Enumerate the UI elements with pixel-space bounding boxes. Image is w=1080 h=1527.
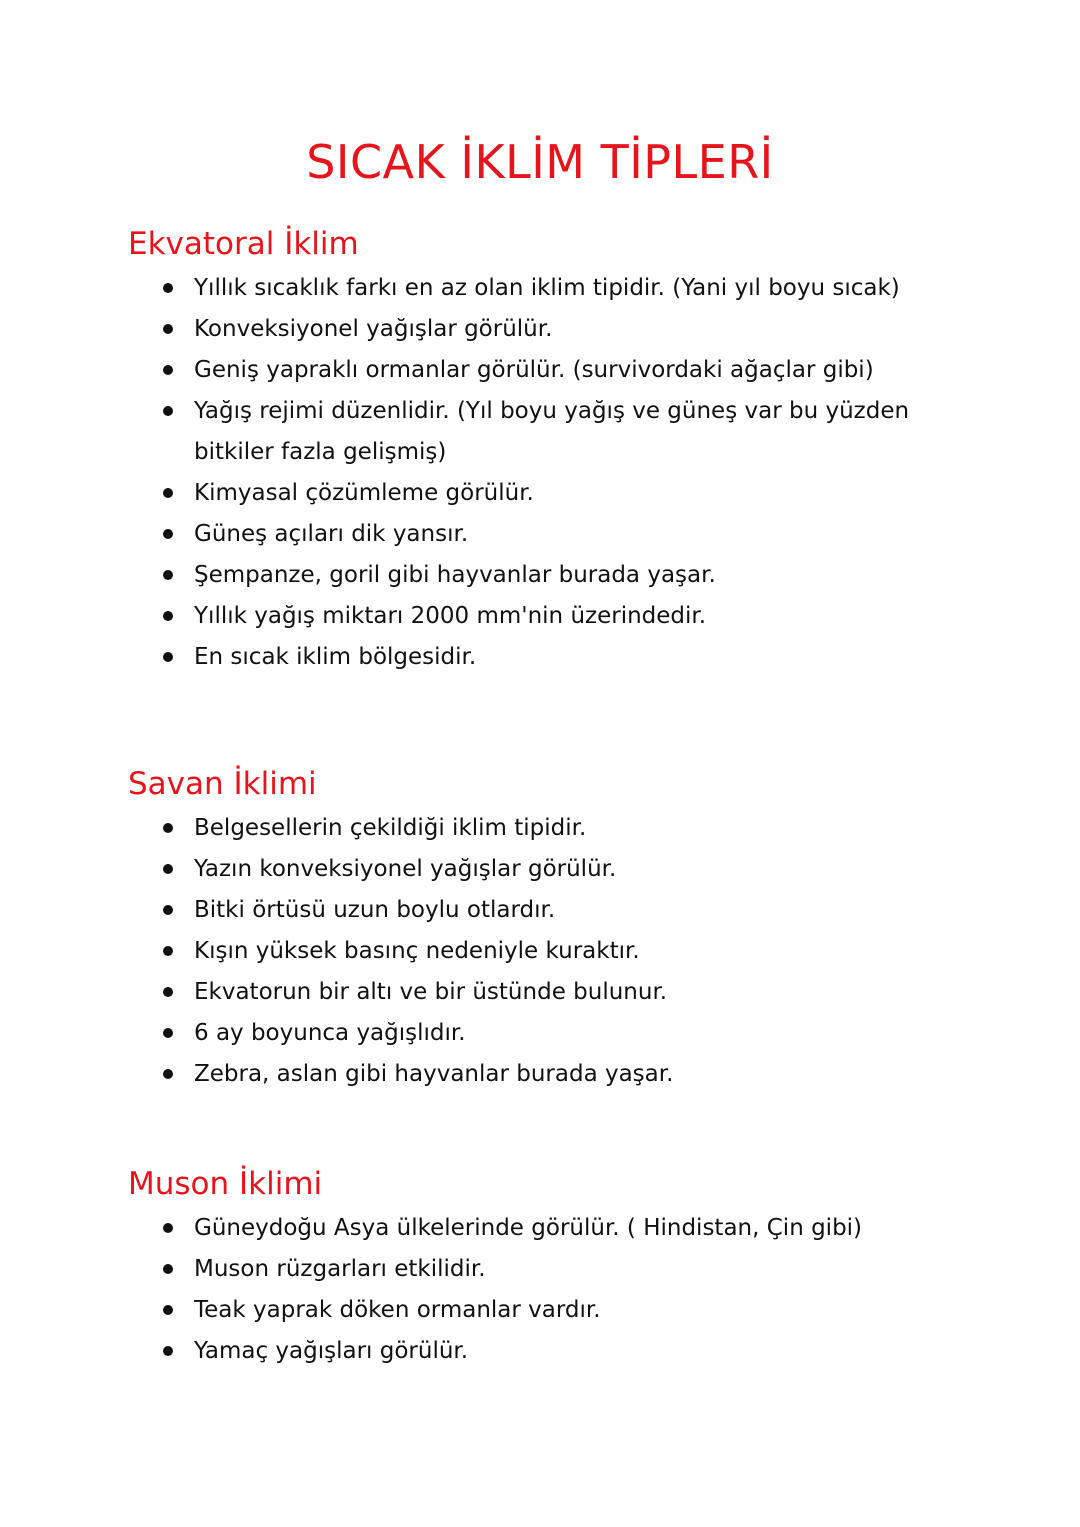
list-item-text: Güneş açıları dik yansır. [194, 521, 469, 547]
list-item [128, 1249, 954, 1290]
page-title: SICAK İKLİM TİPLERİ [306, 135, 774, 189]
list-item [128, 1013, 954, 1054]
bullet-icon [163, 1223, 173, 1233]
section-heading: Muson İklimi [128, 1166, 323, 1202]
list-item [128, 849, 954, 890]
list-item [128, 972, 954, 1013]
list-item [128, 1290, 954, 1331]
list-item-text: Konveksiyonel yağışlar görülür. [194, 316, 553, 342]
list-item-text: Ekvatorun bir altı ve bir üstünde bulunur. [194, 979, 668, 1005]
section-heading: Savan İklimi [128, 766, 317, 802]
bullet-list [128, 1208, 1028, 1372]
list-item-text: Yamaç yağışları görülür. [194, 1338, 469, 1364]
list-item [128, 1208, 954, 1249]
list-item-text: Teak yaprak döken ormanlar vardır. [194, 1297, 601, 1323]
list-item [128, 473, 954, 514]
list-item-text: Zebra, aslan gibi hayvanlar burada yaşar. [194, 1061, 674, 1087]
list-item-text: Kışın yüksek basınç nedeniyle kuraktır. [194, 938, 640, 964]
list-item [128, 350, 954, 391]
list-item [128, 514, 954, 555]
bullet-icon [163, 1028, 173, 1038]
list-item-text: Muson rüzgarları etkilidir. [194, 1256, 486, 1282]
bullet-icon [163, 864, 173, 874]
list-item-text: 6 ay boyunca yağışlıdır. [194, 1020, 466, 1046]
list-item-text: En sıcak iklim bölgesidir. [194, 644, 477, 670]
list-item [128, 931, 954, 972]
bullet-icon [163, 406, 173, 416]
bullet-icon [163, 570, 173, 580]
list-item-text: Yazın konveksiyonel yağışlar görülür. [194, 856, 617, 882]
bullet-icon [163, 1264, 173, 1274]
section-ekvatoral [128, 222, 1028, 678]
bullet-icon [163, 283, 173, 293]
list-item [128, 309, 954, 350]
list-item [128, 808, 954, 849]
bullet-icon [163, 946, 173, 956]
list-item [128, 1331, 954, 1372]
bullet-list [128, 268, 1028, 678]
bullet-icon [163, 987, 173, 997]
list-item [128, 1054, 954, 1095]
list-item [128, 268, 954, 309]
bullet-icon [163, 1305, 173, 1315]
section-muson [128, 1162, 1028, 1372]
bullet-icon [163, 823, 173, 833]
list-item [128, 637, 954, 678]
list-item-text: Belgesellerin çekildiği iklim tipidir. [194, 815, 587, 841]
bullet-icon [163, 905, 173, 915]
section-heading: Ekvatoral İklim [128, 226, 359, 262]
list-item [128, 555, 954, 596]
bullet-icon [163, 488, 173, 498]
section-savan [128, 762, 1028, 1095]
list-item-text: Yıllık sıcaklık farkı en az olan iklim tipidir. (Yani yıl boyu sıcak) [194, 275, 900, 301]
list-item [128, 391, 954, 473]
bullet-icon [163, 652, 173, 662]
list-item-text: Şempanze, goril gibi hayvanlar burada yaşar. [194, 562, 716, 588]
list-item [128, 890, 954, 931]
list-item [128, 596, 954, 637]
bullet-icon [163, 529, 173, 539]
list-item-text: Güneydoğu Asya ülkelerinde görülür. ( Hindistan, Çin gibi) [194, 1215, 863, 1241]
bullet-list [128, 808, 1028, 1095]
bullet-icon [163, 1069, 173, 1079]
list-item-text: Kimyasal çözümleme görülür. [194, 480, 534, 506]
list-item-text: Yağış rejimi düzenlidir. (Yıl boyu yağış ve güneş var bu yüzden bitkiler fazla gelişmiş) [194, 398, 910, 465]
bullet-icon [163, 611, 173, 621]
bullet-icon [163, 365, 173, 375]
list-item-text: Bitki örtüsü uzun boylu otlardır. [194, 897, 556, 923]
list-item-text: Yıllık yağış miktarı 2000 mm'nin üzerindedir. [194, 603, 707, 629]
bullet-icon [163, 324, 173, 334]
bullet-icon [163, 1346, 173, 1356]
list-item-text: Geniş yapraklı ormanlar görülür. (survivordaki ağaçlar gibi) [194, 357, 874, 383]
